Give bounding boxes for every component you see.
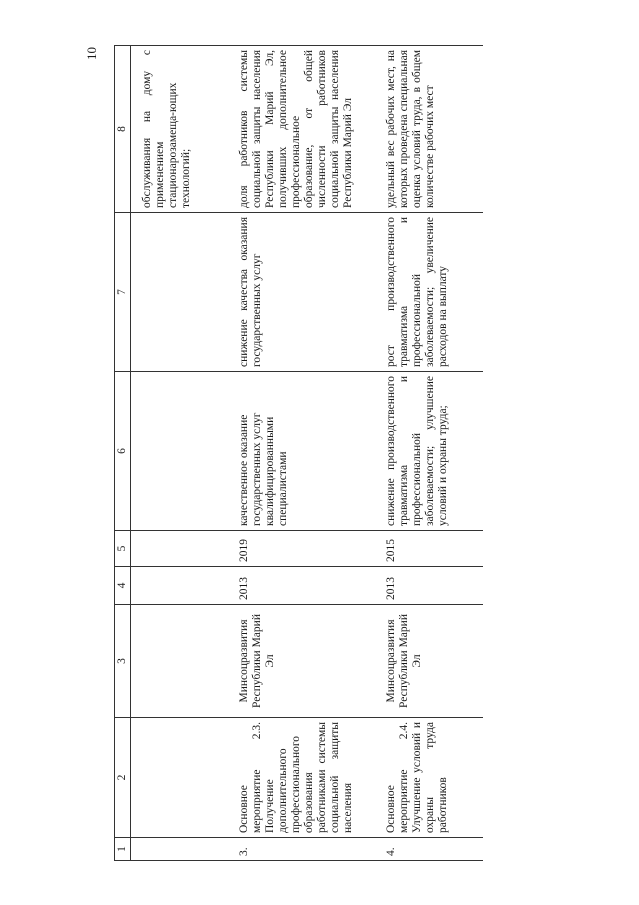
measure-result: качественное оказание государственных услуг квалифицированными специалистами bbox=[228, 372, 375, 531]
measure-consequence bbox=[131, 213, 229, 372]
table-row bbox=[375, 46, 483, 861]
measure-consequence: рост производственного травматизма и профессиональной заболеваемости; увеличение расходов на выплату bbox=[375, 213, 483, 372]
measures-table bbox=[114, 45, 483, 861]
measure-start-year: 2013 bbox=[228, 567, 375, 605]
table-header-row bbox=[115, 46, 131, 861]
measure-indicator: доля работников системы социальной защиты населения Республики Марий Эл, получивших дополнительное профессиональное образование, от общей численности работников социальной защиты населения Республики Марий Эл bbox=[228, 46, 375, 213]
row-number bbox=[131, 838, 229, 861]
measure-name: Основное мероприятие 2.3. Получение дополнительного профессионального образования работниками системы социальной защиты населения bbox=[228, 718, 375, 838]
table-row bbox=[228, 46, 375, 861]
header-col-6: 6 bbox=[115, 372, 131, 531]
page-number: 10 bbox=[84, 47, 99, 60]
measure-indicator: обслуживания на дому с применением стационарозамеща-ющих технологий; bbox=[131, 46, 229, 213]
measure-executor: Минсоцразвития Республики Марий Эл bbox=[375, 605, 483, 718]
header-col-3: 3 bbox=[115, 605, 131, 718]
measure-executor bbox=[131, 605, 229, 718]
row-number: 4. bbox=[375, 838, 483, 861]
rotated-table-wrapper bbox=[114, 46, 574, 861]
measure-name bbox=[131, 718, 229, 838]
measure-name: Основное мероприятие 2.4. Улучшение условий и охраны труда работников bbox=[375, 718, 483, 838]
measure-consequence: снижение качества оказания государственных услуг bbox=[228, 213, 375, 372]
measure-start-year: 2013 bbox=[375, 567, 483, 605]
measure-start-year bbox=[131, 567, 229, 605]
header-col-2: 2 bbox=[115, 718, 131, 838]
header-col-5: 5 bbox=[115, 531, 131, 567]
measure-end-year bbox=[131, 531, 229, 567]
measure-result bbox=[131, 372, 229, 531]
header-col-1: 1 bbox=[115, 838, 131, 861]
measure-indicator: удельный вес рабочих мест, на которых проведена специальная оценка условий труда, в общем количестве рабочих мест bbox=[375, 46, 483, 213]
header-col-7: 7 bbox=[115, 213, 131, 372]
measure-end-year: 2019 bbox=[228, 531, 375, 567]
measure-result: снижение производственного травматизма и профессиональной заболеваемости; улучшение условий и охраны труда; bbox=[375, 372, 483, 531]
header-col-8: 8 bbox=[115, 46, 131, 213]
row-number: 3. bbox=[228, 838, 375, 861]
header-col-4: 4 bbox=[115, 567, 131, 605]
measure-executor: Минсоцразвития Республики Марий Эл bbox=[228, 605, 375, 718]
measure-end-year: 2015 bbox=[375, 531, 483, 567]
table-row bbox=[131, 46, 229, 861]
